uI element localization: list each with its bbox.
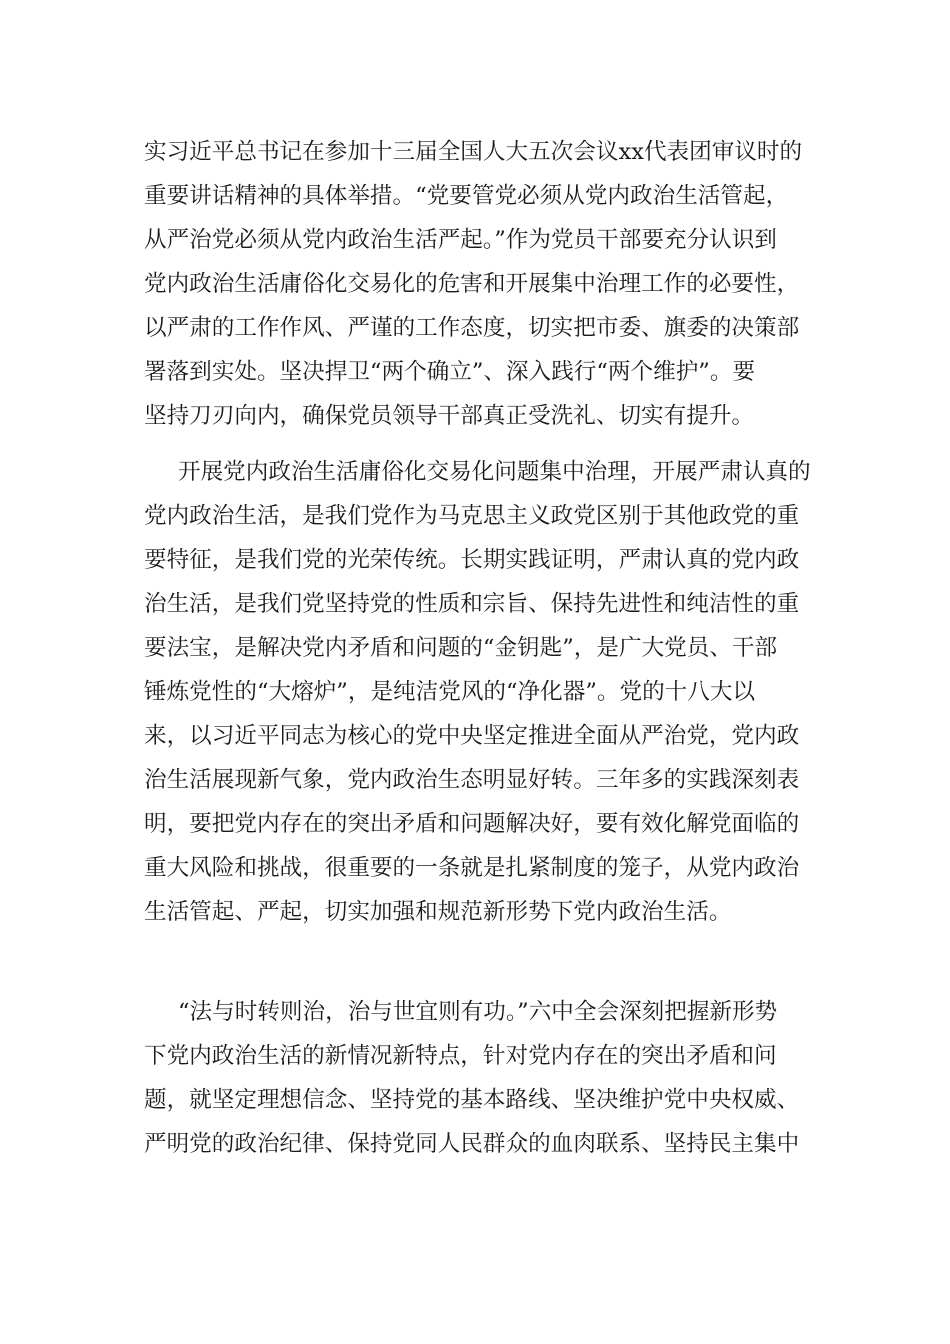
text-line: 题，就坚定理想信念、坚持党的基本路线、坚决维护党中央权威、 — [144, 1087, 800, 1113]
text-line: 党内政治生活庸俗化交易化的危害和开展集中治理工作的必要性， — [144, 271, 800, 297]
text-line: “法与时转则治，治与世宜则有功。”六中全会深刻把握新形势 — [178, 999, 778, 1025]
text-line: 党内政治生活，是我们党作为马克思主义政党区别于其他政党的重 — [144, 503, 800, 529]
paragraph-1 — [144, 130, 806, 438]
text-line: 署落到实处。坚决捍卫“两个确立”、深入践行“两个维护”。要 — [144, 359, 756, 385]
paragraph-2 — [144, 450, 811, 978]
text-line — [144, 934, 806, 978]
text-line: 以严肃的工作作风、严谨的工作态度，切实把市委、旗委的决策部 — [144, 315, 800, 341]
text-line: 严明党的政治纪律、保持党同人民群众的血肉联系、坚持民主集中 — [144, 1131, 800, 1157]
text-line: 开展党内政治生活庸俗化交易化问题集中治理，开展严肃认真的 — [178, 459, 811, 485]
paragraph-3 — [144, 990, 806, 1166]
text-line: 锤炼党性的“大熔炉”，是纯洁党风的“净化器”。党的十八大以 — [144, 679, 756, 705]
text-line: 实习近平总书记在参加十三届全国人大五次会议xx代表团审议时的 — [144, 139, 803, 165]
text-line: 治生活展现新气象，党内政治生态明显好转。三年多的实践深刻表 — [144, 767, 800, 793]
text-line: 要特征，是我们党的光荣传统。长期实践证明，严肃认真的党内政 — [144, 547, 800, 573]
text-line: 生活管起、严起，切实加强和规范新形势下党内政治生活。 — [144, 899, 732, 925]
text-line: 坚持刀刃向内，确保党员领导干部真正受洗礼、切实有提升。 — [144, 403, 755, 429]
text-line: 下党内政治生活的新情况新特点，针对党内存在的突出矛盾和问 — [144, 1043, 777, 1069]
paragraph-gap — [144, 438, 806, 450]
text-line: 从严治党必须从党内政治生活严起。”作为党员干部要充分认识到 — [144, 227, 777, 253]
text-line: 要法宝，是解决党内矛盾和问题的“金钥匙”，是广大党员、干部 — [144, 635, 778, 661]
text-line: 来，以习近平同志为核心的党中央坚定推进全面从严治党，党内政 — [144, 723, 800, 749]
text-line: 重要讲话精神的具体举措。“党要管党必须从党内政治生活管起， — [144, 183, 789, 209]
paragraph-gap — [144, 978, 806, 990]
text-line: 明，要把党内存在的突出矛盾和问题解决好，要有效化解党面临的 — [144, 811, 800, 837]
document-body — [144, 130, 811, 1166]
text-line: 重大风险和挑战，很重要的一条就是扎紧制度的笼子，从党内政治 — [144, 855, 800, 881]
text-line: 治生活，是我们党坚持党的性质和宗旨、保持先进性和纯洁性的重 — [144, 591, 800, 617]
